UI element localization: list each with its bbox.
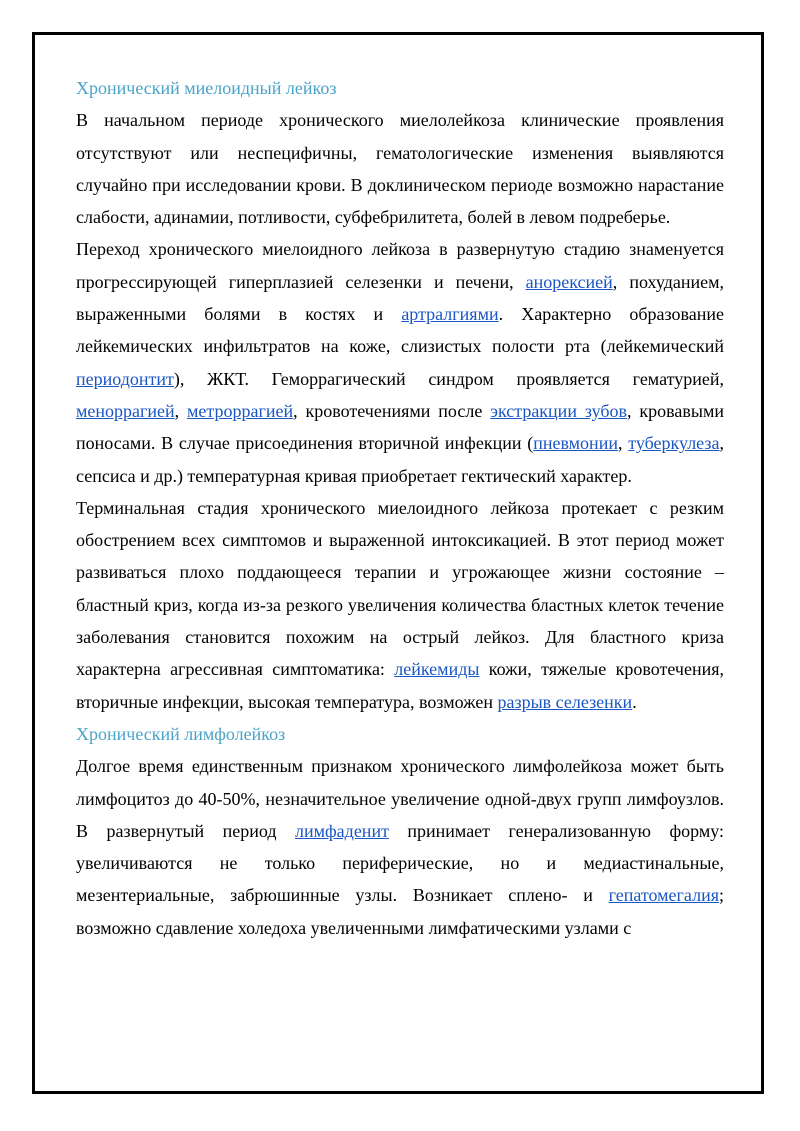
text-span: , кровотечениями после — [293, 400, 491, 421]
link-menorrhagia[interactable]: меноррагией — [76, 400, 175, 421]
text-span: кожи, тяжелые кровотечения, вторичные инфекции, высокая температура, возможен — [76, 659, 724, 712]
text-span: , — [174, 400, 188, 421]
link-hepatomegaly[interactable]: гепатомегалия — [608, 885, 719, 906]
text-span: , — [617, 433, 629, 454]
text-span: ; возможно сдавление холедоха увеличенными лимфатическими узлами с — [76, 885, 724, 938]
paragraph-cll — [76, 750, 724, 944]
text-span: , кровавыми поносами. В случае присоединения вторичной инфекции ( — [76, 400, 724, 454]
text-span: Долгое время единственным признаком хронического лимфолейкоза может быть лимфоцитоз до 40-50%, незначительное увеличение одной-двух групп лимфоузлов. В развернутый период — [76, 756, 724, 841]
text-span: Переход хронического миелоидного лейкоза в развернутую стадию знаменуется прогрессирующей гиперплазией селезенки и печени, — [76, 239, 724, 292]
text-span: , похуданием, выраженными болями в костях и — [76, 271, 724, 325]
link-spleen-rupture[interactable]: разрыв селезенки — [497, 691, 633, 712]
text-span: Терминальная стадия хронического миелоидного лейкоза протекает с резким обострением всех симптомов и выраженной интоксикацией. В этот период может развиваться плохо поддающееся терапии и угрожающее жизни состояние – бластный криз, когда из-за резкого увеличения количества бластных клеток течение заболевания становится похожим на острый лейкоз. Для бластного криза характерна агрессивная симптоматика: — [76, 497, 724, 680]
link-lymphadenitis[interactable]: лимфаденит — [295, 820, 389, 841]
section-heading-cll: Хронический лимфолейкоз — [76, 723, 286, 744]
link-periodontitis[interactable]: периодонтит — [76, 368, 174, 389]
link-anorexia[interactable]: анорексией — [525, 271, 613, 292]
paragraph-cml-terminal — [76, 492, 724, 718]
text-span: ), ЖКТ. Геморрагический синдром проявляется гематурией, — [173, 368, 724, 389]
link-metrorrhagia[interactable]: метроррагией — [187, 400, 294, 421]
text-span: . Характерно образование лейкемических инфильтратов на коже, слизистых полости рта (лейкемический — [76, 304, 724, 357]
paragraph-cml-advanced — [76, 233, 724, 491]
text-span: принимает генерализованную форму: увеличиваются не только периферические, но и медиастинальные, мезентериальные, забрюшинные узлы. Возникает сплено- и — [76, 820, 724, 906]
document-body — [76, 72, 724, 944]
link-leukemids[interactable]: лейкемиды — [394, 659, 480, 680]
link-tuberculosis[interactable]: туберкулеза — [628, 433, 720, 454]
text-span: . — [632, 691, 637, 712]
paragraph-cml-early: В начальном периоде хронического миелолейкоза клинические проявления отсутствуют или неспецифичны, гематологические изменения выявляются случайно при исследовании крови. В доклиническом периоде возможно нарастание слабости, адинамии, потливости, субфебрилитета, болей в левом подреберье. — [76, 110, 724, 228]
link-arthralgia[interactable]: артралгиями — [401, 304, 499, 325]
link-tooth-extraction[interactable]: экстракции зубов — [490, 400, 627, 421]
link-pneumonia[interactable]: пневмонии — [533, 433, 618, 454]
section-heading-cml: Хронический миелоидный лейкоз — [76, 78, 337, 98]
text-span: , сепсиса и др.) температурная кривая приобретает гектический характер. — [76, 433, 724, 486]
